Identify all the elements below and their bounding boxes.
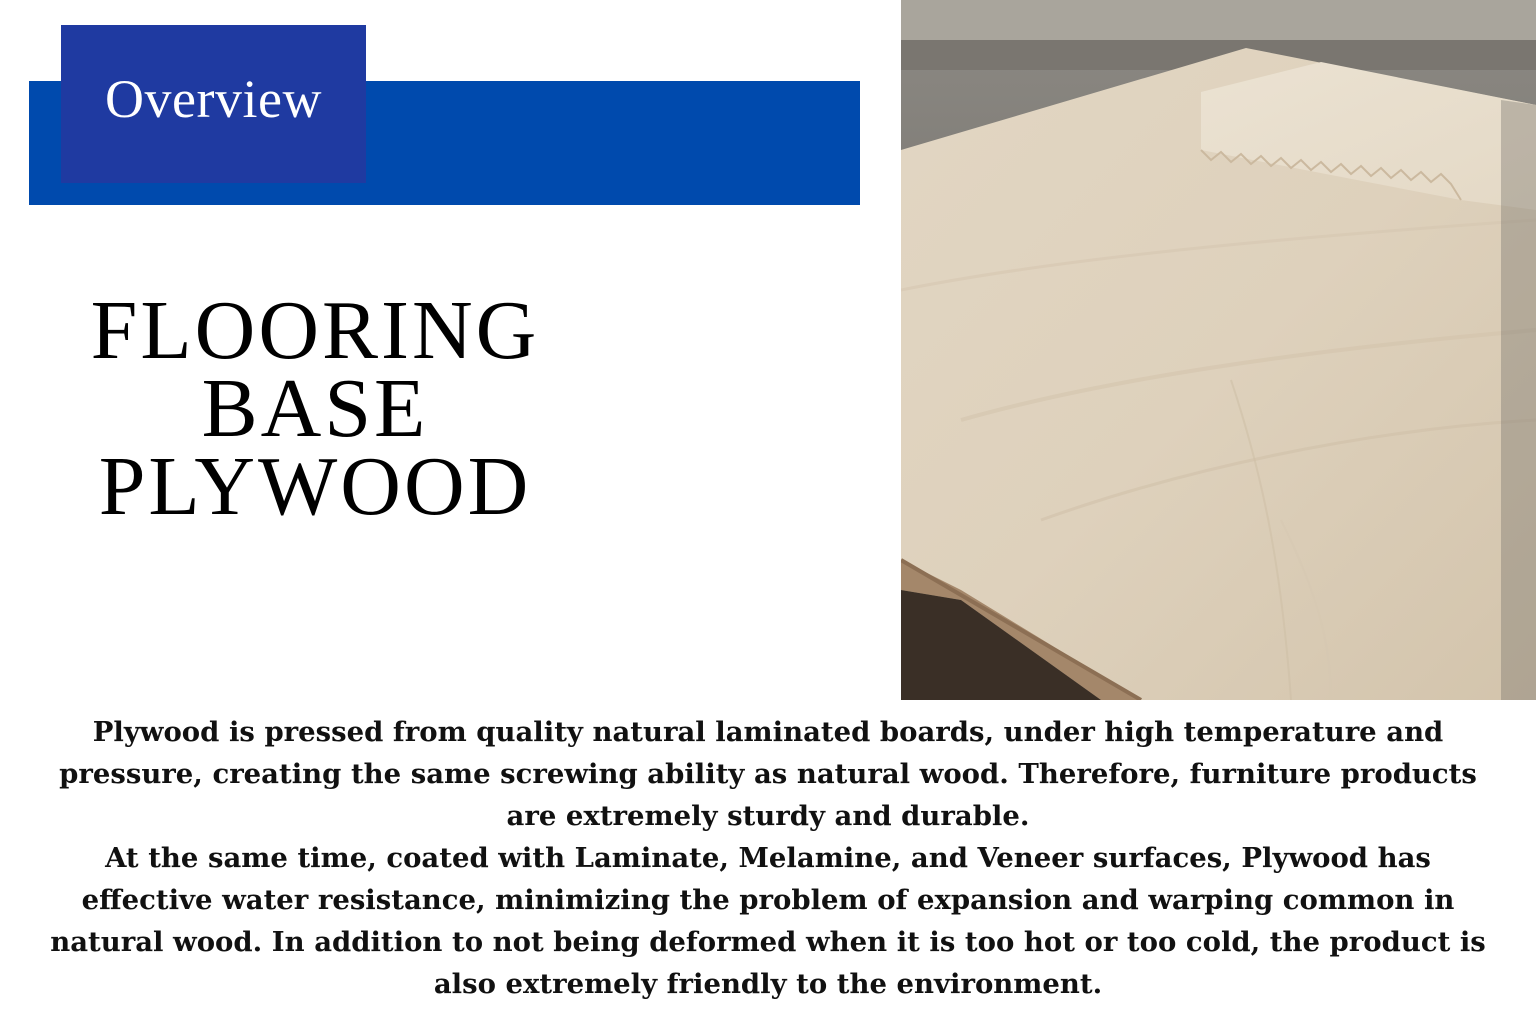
description-paragraph-1: Plywood is pressed from quality natural laminated boards, under high temperature and pressure, creating the same screwing ability as natural wood. Therefore, furniture products are extremely sturdy and durable. bbox=[59, 716, 1477, 832]
product-title bbox=[40, 284, 590, 533]
product-description bbox=[40, 711, 1496, 1005]
description-paragraph-2: At the same time, coated with Laminate, Melamine, and Veneer surfaces, Plywood has effective water resistance, minimizing the problem of expansion and warping common in natural wood. In addition to not being deformed when it is too hot or too cold, the product is also extremely friendly to the environment. bbox=[50, 842, 1486, 1000]
title-line-3: PLYWOOD bbox=[98, 440, 532, 533]
overview-label: Overview bbox=[105, 69, 322, 129]
title-line-1: FLOORING bbox=[90, 284, 540, 377]
plywood-photo bbox=[901, 0, 1536, 700]
overview-banner bbox=[61, 25, 366, 183]
title-line-2: BASE bbox=[201, 362, 429, 455]
